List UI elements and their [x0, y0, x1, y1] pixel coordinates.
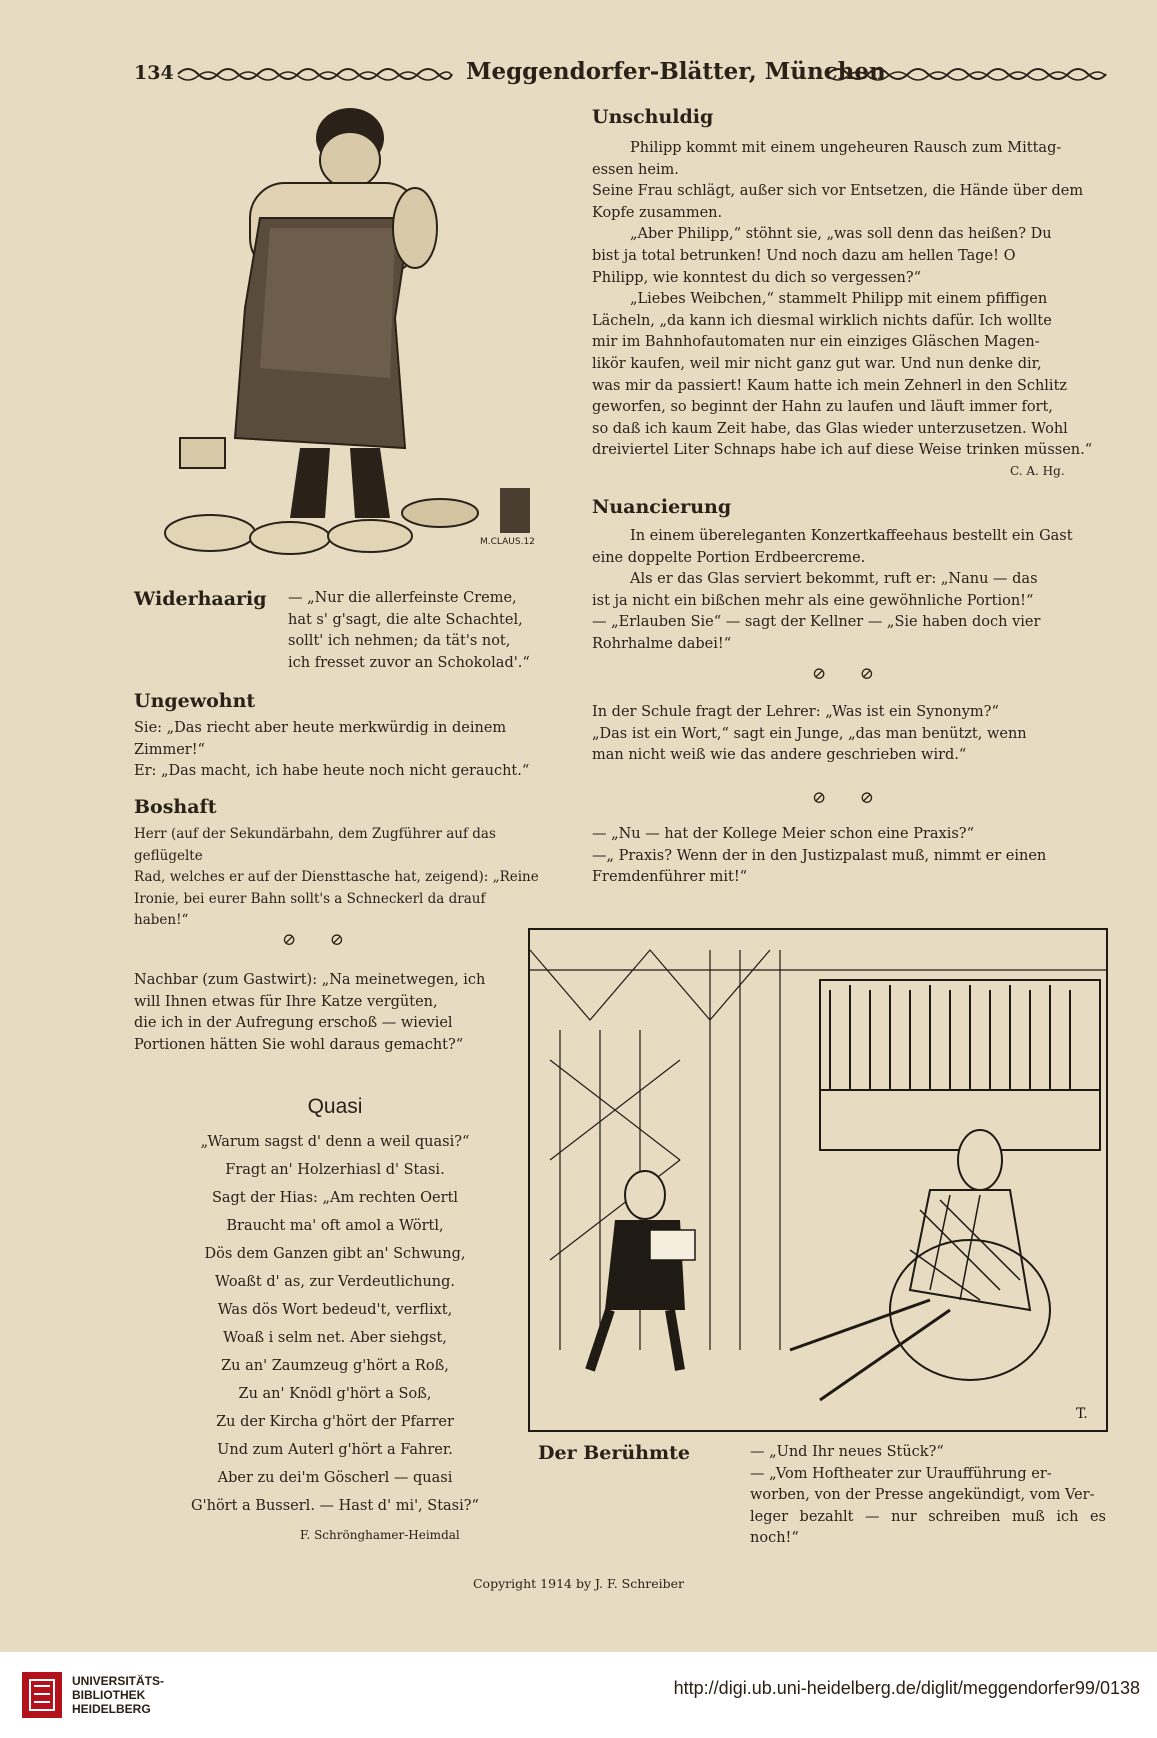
poem-line: Zu an' Zaumzeug g'hört a Roß,	[221, 1358, 449, 1374]
text-line: essen heim.	[592, 161, 679, 178]
library-name-line: UNIVERSITÄTS-	[72, 1674, 165, 1688]
text-line: mir im Bahnhofautomaten nur ein einziges Gläschen Magen-	[592, 334, 1040, 351]
text-line: — „Nur die allerfeinste Creme,	[288, 590, 517, 606]
cobbler-illustration	[140, 108, 580, 564]
heading-der-beruehmte: Der Berühmte	[538, 1442, 690, 1464]
text-line: likör kaufen, weil mir nicht ganz gut war. Und nun denke dir,	[592, 355, 1042, 372]
heading-boshaft: Boshaft	[134, 796, 217, 818]
text-praxis	[592, 824, 1104, 889]
library-footer	[0, 1652, 1157, 1738]
heading-ungewohnt: Ungewohnt	[134, 690, 256, 712]
header-ornament-left	[176, 64, 454, 84]
text-ungewohnt	[134, 718, 552, 783]
poem-line: Fragt an' Holzerhiasl d' Stasi.	[225, 1162, 445, 1178]
berühmte-illustration	[530, 930, 1106, 1430]
text-line: Rohrhalme dabei!“	[592, 635, 732, 652]
poem-line: Woaßt d' as, zur Verdeutlichung.	[214, 1274, 456, 1290]
text-line: Lächeln, „da kann ich diesmal wirklich nichts dafür. Ich wollte	[592, 312, 1052, 329]
poem-line: Und zum Auterl g'hört a Fahrer.	[217, 1442, 453, 1458]
text-widerhaarig	[288, 588, 550, 674]
seated-man	[590, 1171, 695, 1370]
famous-author-figure	[790, 1130, 1050, 1400]
text-line: Portionen hätten Sie wohl daraus gemacht?“	[134, 1036, 464, 1053]
text-line: Fremdenführer mit!“	[592, 869, 748, 886]
text-line: —„ Praxis? Wenn der in den Justizpalast muß, nimmt er einen	[592, 847, 1047, 864]
text-line: bist ja total betrunken! Und noch dazu am hellen Tage! O	[592, 247, 1016, 264]
text-line: Nachbar (zum Gastwirt): „Na meinetwegen, ich	[134, 972, 486, 988]
poem-author: F. Schrönghamer-Heimdal	[300, 1528, 460, 1542]
text-line: die ich in der Aufregung erschoß — wieviel	[134, 1015, 453, 1032]
poem-line: Zu an' Knödl g'hört a Soß,	[238, 1386, 432, 1402]
university-seal-icon	[22, 1672, 62, 1718]
text-line: — „Erlauben Sie“ — sagt der Kellner — „Sie haben doch vier	[592, 614, 1041, 631]
text-line: hat s' g'sagt, die alte Schachtel,	[288, 611, 523, 628]
page-header-title: Meggendorfer-Blätter, München	[466, 58, 886, 85]
text-line: — „Nu — hat der Kollege Meier schon eine Praxis?“	[592, 826, 974, 842]
text-line: ich fresset zuvor an Schokolad'.“	[288, 654, 530, 671]
poem-line: Braucht ma' oft amol a Wörtl,	[226, 1218, 444, 1234]
text-line: „Das ist ein Wort,“ sagt ein Junge, „das man benützt, wenn	[592, 725, 1027, 742]
text-line: man nicht weiß wie das andere geschrieben wird.“	[592, 747, 967, 764]
text-line: Rad, welches er auf der Diensttasche hat, zeigend): „Reine	[134, 869, 539, 886]
text-line: Philipp kommt mit einem ungeheuren Rausch zum Mittag-	[630, 140, 1062, 156]
text-nachbar	[134, 970, 534, 1056]
text-line: Als er das Glas serviert bekommt, ruft er: „Nanu — das	[630, 571, 1038, 588]
source-url-link[interactable]: http://digi.ub.uni-heidelberg.de/diglit/meggendorfer99/0138	[673, 1678, 1140, 1698]
text-der-beruehmte	[750, 1442, 1106, 1550]
author-unschuldig: C. A. Hg.	[1010, 464, 1065, 478]
text-synonym	[592, 702, 1104, 767]
text-line: so daß ich kaum Zeit habe, das Glas wieder unterzusetzen. Wohl	[592, 420, 1068, 437]
heading-widerhaarig: Widerhaarig	[134, 588, 267, 610]
text-line: ist ja nicht ein bißchen mehr als eine gewöhnliche Portion!“	[592, 592, 1034, 609]
berühmte-illustration-frame	[528, 928, 1108, 1432]
text-line: geworfen, so beginnt der Hahn zu laufen und läuft immer fort,	[592, 399, 1053, 416]
text-boshaft	[134, 824, 562, 932]
text-line: Er: „Das macht, ich habe heute noch nicht geraucht.“	[134, 763, 530, 780]
heading-nuancierung: Nuancierung	[592, 496, 732, 518]
text-line: haben!“	[134, 912, 189, 929]
text-unschuldig	[592, 138, 1104, 462]
poem-line: G'hört a Busserl. — Hast d' mi', Stasi?“	[191, 1498, 479, 1514]
text-line: „Liebes Weibchen,“ stammelt Philipp mit einem pfiffigen	[630, 291, 1048, 308]
text-line: dreiviertel Liter Schnaps habe ich auf diese Weise trinken müssen.“	[592, 442, 1093, 459]
text-line: In einem übereleganten Konzertkaffeehaus bestellt ein Gast	[630, 528, 1073, 544]
poem-line: „Warum sagst d' denn a weil quasi?“	[200, 1134, 470, 1150]
poem-line: Was dös Wort bedeud't, verflixt,	[217, 1302, 453, 1318]
page-number: 134	[134, 62, 174, 84]
illustration-signature: M.CLAUS.12	[480, 537, 535, 547]
text-line: eine doppelte Portion Erdbeercreme.	[592, 549, 866, 566]
text-line: — „Vom Hoftheater zur Uraufführung er-	[750, 1465, 1052, 1482]
poem-line: Zu der Kircha g'hört der Pfarrer	[216, 1414, 454, 1430]
section-divider: ⊘ ⊘	[812, 788, 888, 808]
library-name-line: HEIDELBERG	[72, 1702, 151, 1716]
section-divider: ⊘ ⊘	[282, 930, 358, 950]
quasi-title: Quasi	[307, 1095, 363, 1118]
text-line: Sie: „Das riecht aber heute merkwürdig in deinem	[134, 720, 507, 736]
poem-quasi	[150, 1128, 520, 1520]
text-line: will Ihnen etwas für Ihre Katze vergüten,	[134, 993, 438, 1010]
poem-line: Woaß i selm net. Aber siehgst,	[223, 1330, 447, 1346]
library-name-line: BIBLIOTHEK	[72, 1688, 146, 1702]
poem-line: Sagt der Hias: „Am rechten Oertl	[211, 1190, 459, 1206]
text-line: In der Schule fragt der Lehrer: „Was ist ein Synonym?“	[592, 704, 999, 720]
section-divider: ⊘ ⊘	[812, 664, 888, 684]
text-line: was mir da passiert! Kaum hatte ich mein Zehnerl in den Schlitz	[592, 377, 1068, 394]
text-line: Herr (auf der Sekundärbahn, dem Zugführer auf das geflügelte	[134, 826, 496, 864]
poem-line: Aber zu dei'm Göscherl — quasi	[217, 1470, 453, 1486]
text-line: Philipp, wie konntest du dich so vergessen?“	[592, 269, 922, 286]
text-line: Ironie, bei eurer Bahn sollt's a Schneckerl da drauf	[134, 890, 486, 907]
poem-line: Dös dem Ganzen gibt an' Schwung,	[204, 1246, 466, 1262]
text-line: Seine Frau schlägt, außer sich vor Entsetzen, die Hände über dem	[592, 183, 1084, 200]
copyright-line: Copyright 1914 by J. F. Schreiber	[472, 1576, 685, 1591]
text-line: Kopfe zusammen.	[592, 204, 723, 221]
heading-unschuldig: Unschuldig	[592, 106, 714, 128]
text-line: worben, von der Presse angekündigt, vom Ver-	[750, 1487, 1095, 1504]
illustration-signature: T.	[1076, 1406, 1088, 1422]
library-logo[interactable]	[22, 1672, 62, 1718]
text-line: „Aber Philipp,“ stöhnt sie, „was soll denn das heißen? Du	[630, 226, 1052, 243]
header-ornament-right	[826, 64, 1108, 84]
library-name	[72, 1674, 164, 1716]
text-line: Zimmer!“	[134, 741, 205, 758]
text-line: — „Und Ihr neues Stück?“	[750, 1444, 944, 1460]
text-line: sollt' ich nehmen; da tät's not,	[288, 633, 511, 650]
text-line: leger bezahlt — nur schreiben muß ich es noch!“	[750, 1508, 1106, 1547]
text-nuancierung	[592, 526, 1104, 656]
